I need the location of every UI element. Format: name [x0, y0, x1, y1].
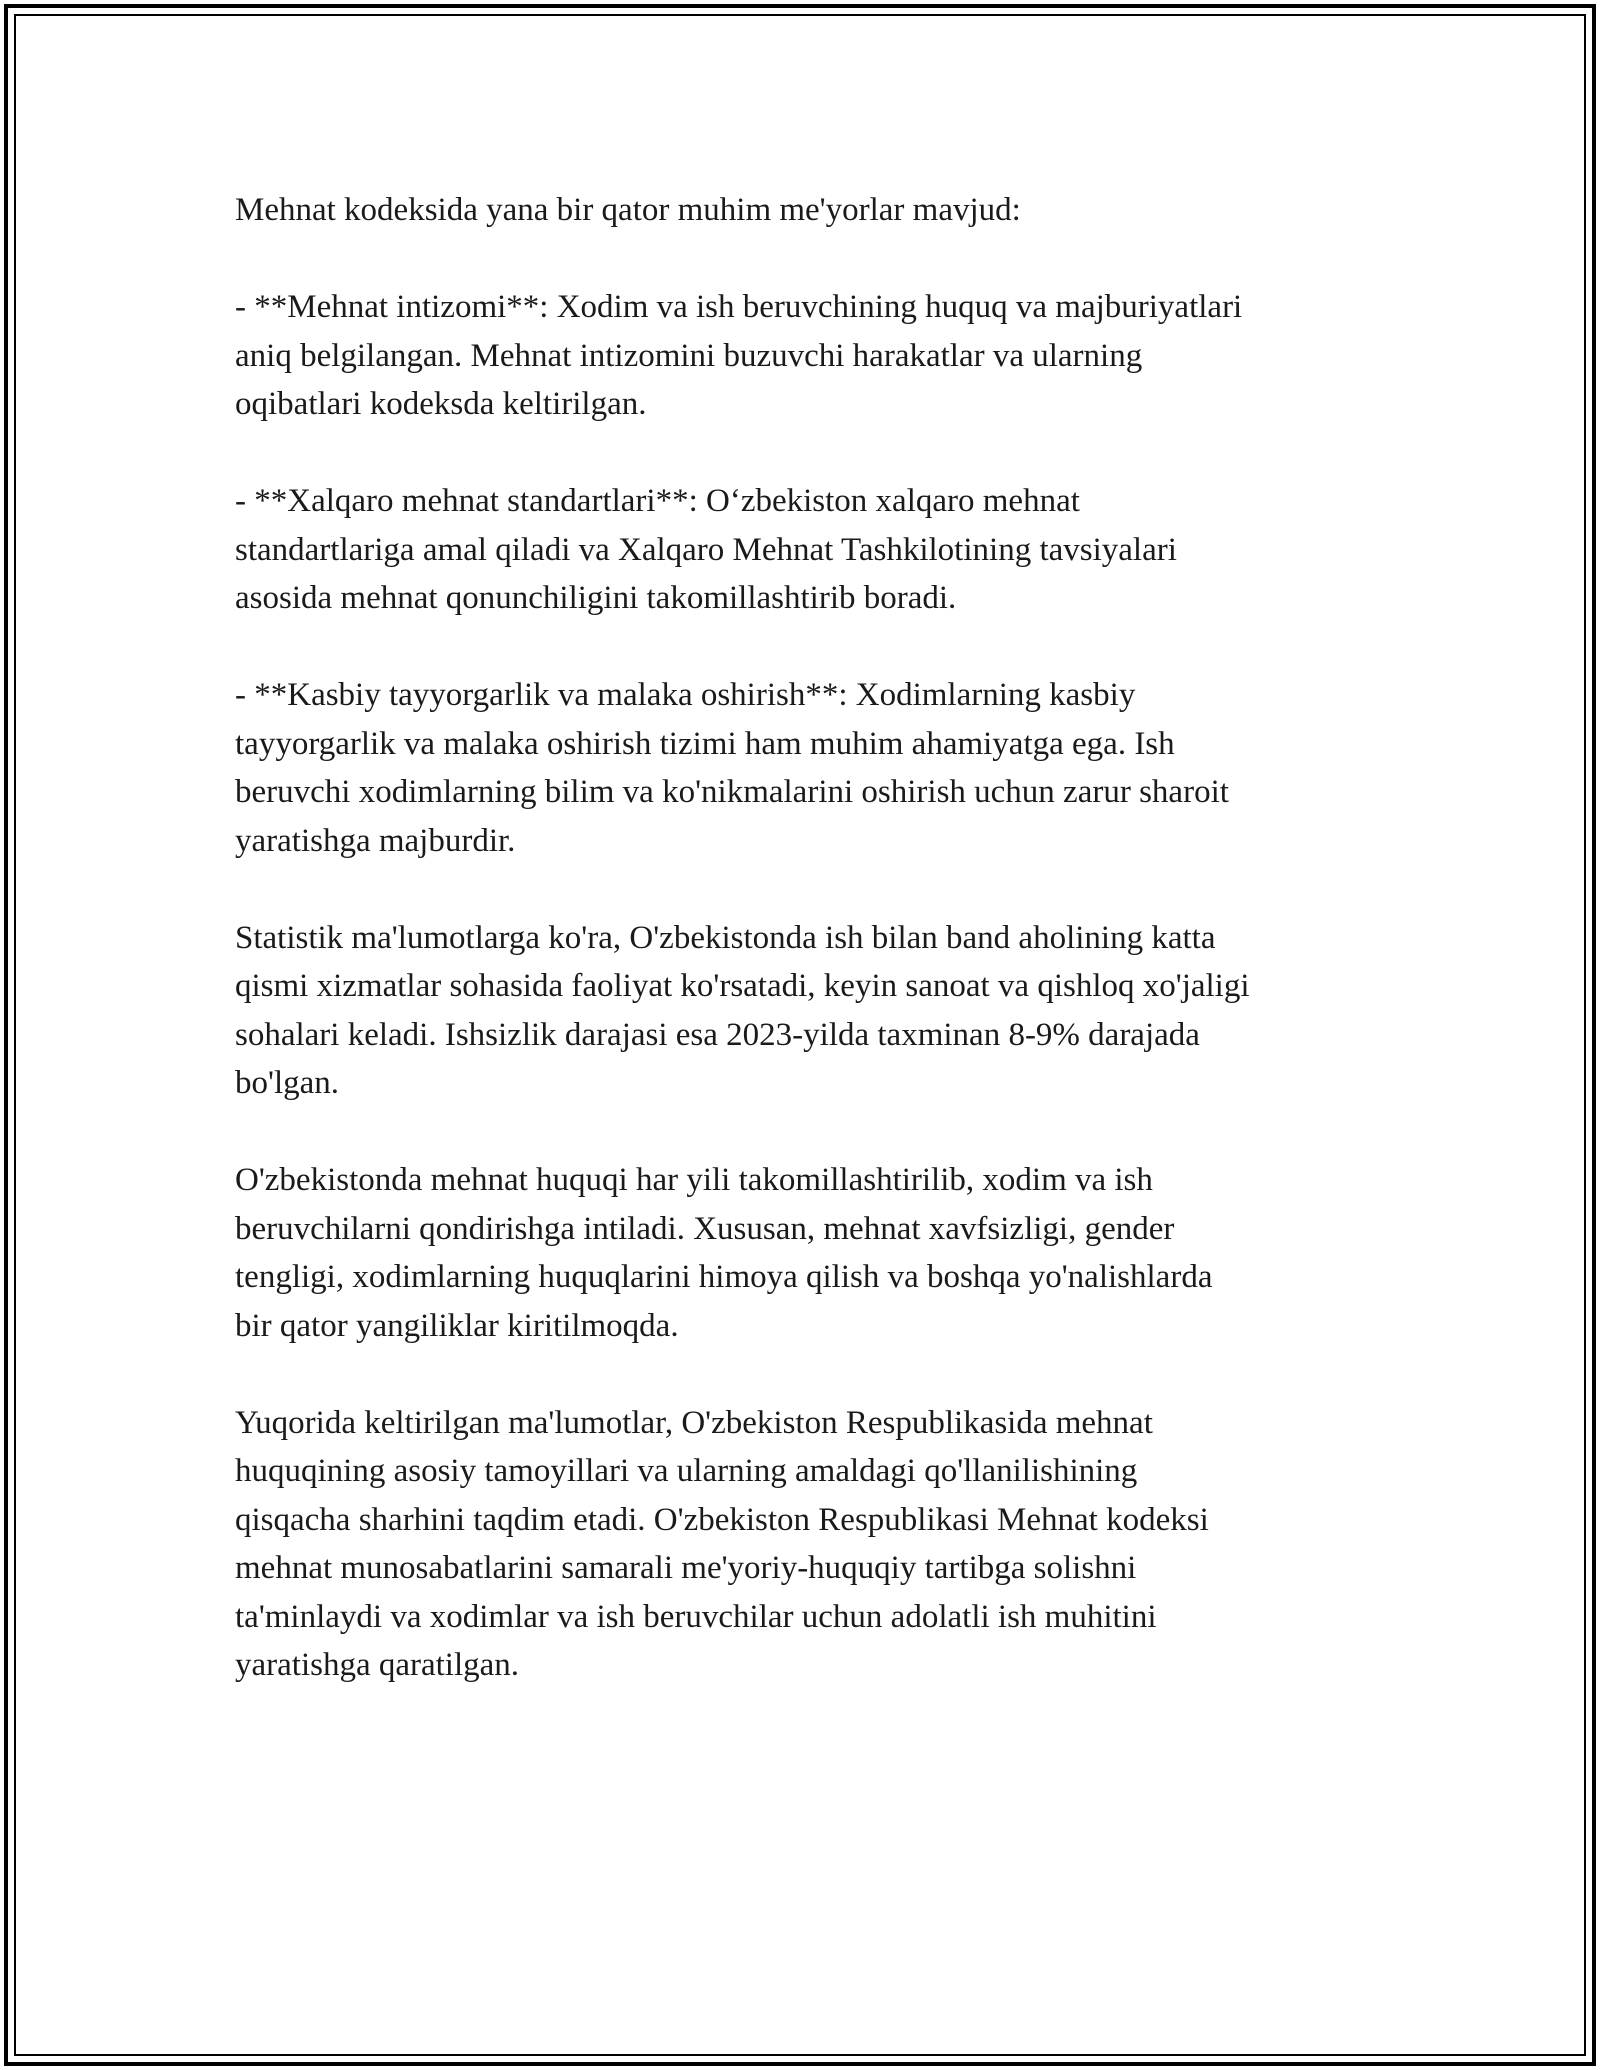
text-line: yaratishga majburdir.: [235, 822, 516, 859]
text-line: bo'lgan.: [235, 1065, 340, 1101]
text-line: mehnat munosabatlarini samarali me'yoriy-huquqiy tartibga solishni: [235, 1550, 1137, 1586]
text-line: asosida mehnat qonunchiligini takomillashtirib boradi.: [235, 580, 957, 616]
text-line: O'zbekistonda mehnat huquqi har yili takomillashtirilib, xodim va ish: [235, 1162, 1153, 1198]
text-line: standartlariga amal qiladi va Xalqaro Mehnat Tashkilotining tavsiyalari: [235, 531, 1177, 568]
text-line: Statistik ma'lumotlarga ko'ra, O'zbekistonda ish bilan band aholining katta: [235, 919, 1216, 956]
text-line: bir qator yangiliklar kiritilmoqda.: [235, 1307, 679, 1344]
paragraph-statistika: [235, 914, 1375, 1108]
text-line: qisqacha sharhini taqdim etadi. O'zbekiston Respublikasi Mehnat kodeksi: [235, 1501, 1209, 1538]
paragraph-takomillashtirish: [235, 1156, 1375, 1350]
text-line: huquqining asosiy tamoyillari va ularning amaldagi qo'llanilishining: [235, 1453, 1138, 1489]
paragraph-xalqaro-standartlar: [235, 477, 1375, 623]
text-line: Mehnat kodeksida yana bir qator muhim me'yorlar mavjud:: [235, 192, 1021, 228]
text-line: oqibatlari kodeksda keltirilgan.: [235, 386, 647, 422]
text-line: Yuqorida keltirilgan ma'lumotlar, O'zbekiston Respublikasida mehnat: [235, 1404, 1153, 1441]
text-line: - **Xalqaro mehnat standartlari**: O‘zbekiston xalqaro mehnat: [235, 483, 1080, 519]
document-body: [235, 186, 1375, 1690]
paragraph-xulosa: [235, 1399, 1375, 1690]
text-line: qismi xizmatlar sohasida faoliyat ko'rsatadi, keyin sanoat va qishloq xo'jaligi: [235, 968, 1250, 1004]
text-line: beruvchi xodimlarning bilim va ko'nikmalarini oshirish uchun zarur sharoit: [235, 774, 1229, 810]
text-line: tengligi, xodimlarning huquqlarini himoya qilish va boshqa yo'nalishlarda: [235, 1259, 1213, 1295]
text-line: ta'minlaydi va xodimlar va ish beruvchilar uchun adolatli ish muhitini: [235, 1598, 1157, 1635]
paragraph-mehnat-intizomi: [235, 283, 1375, 429]
text-line: tayyorgarlik va malaka oshirish tizimi ham muhim ahamiyatga ega. Ish: [235, 725, 1175, 762]
text-line: yaratishga qaratilgan.: [235, 1647, 520, 1683]
paragraph-kasbiy-tayyorgarlik: [235, 671, 1375, 865]
text-line: beruvchilarni qondirishga intiladi. Xususan, mehnat xavfsizligi, gender: [235, 1210, 1175, 1247]
text-line: aniq belgilangan. Mehnat intizomini buzuvchi harakatlar va ularning: [235, 337, 1143, 374]
text-line: - **Mehnat intizomi**: Xodim va ish beruvchining huquq va majburiyatlari: [235, 289, 1243, 325]
text-line: sohalari keladi. Ishsizlik darajasi esa 2023-yilda taxminan 8-9% darajada: [235, 1016, 1200, 1053]
text-line: - **Kasbiy tayyorgarlik va malaka oshirish**: Xodimlarning kasbiy: [235, 677, 1136, 713]
paragraph-intro: [235, 186, 1375, 235]
